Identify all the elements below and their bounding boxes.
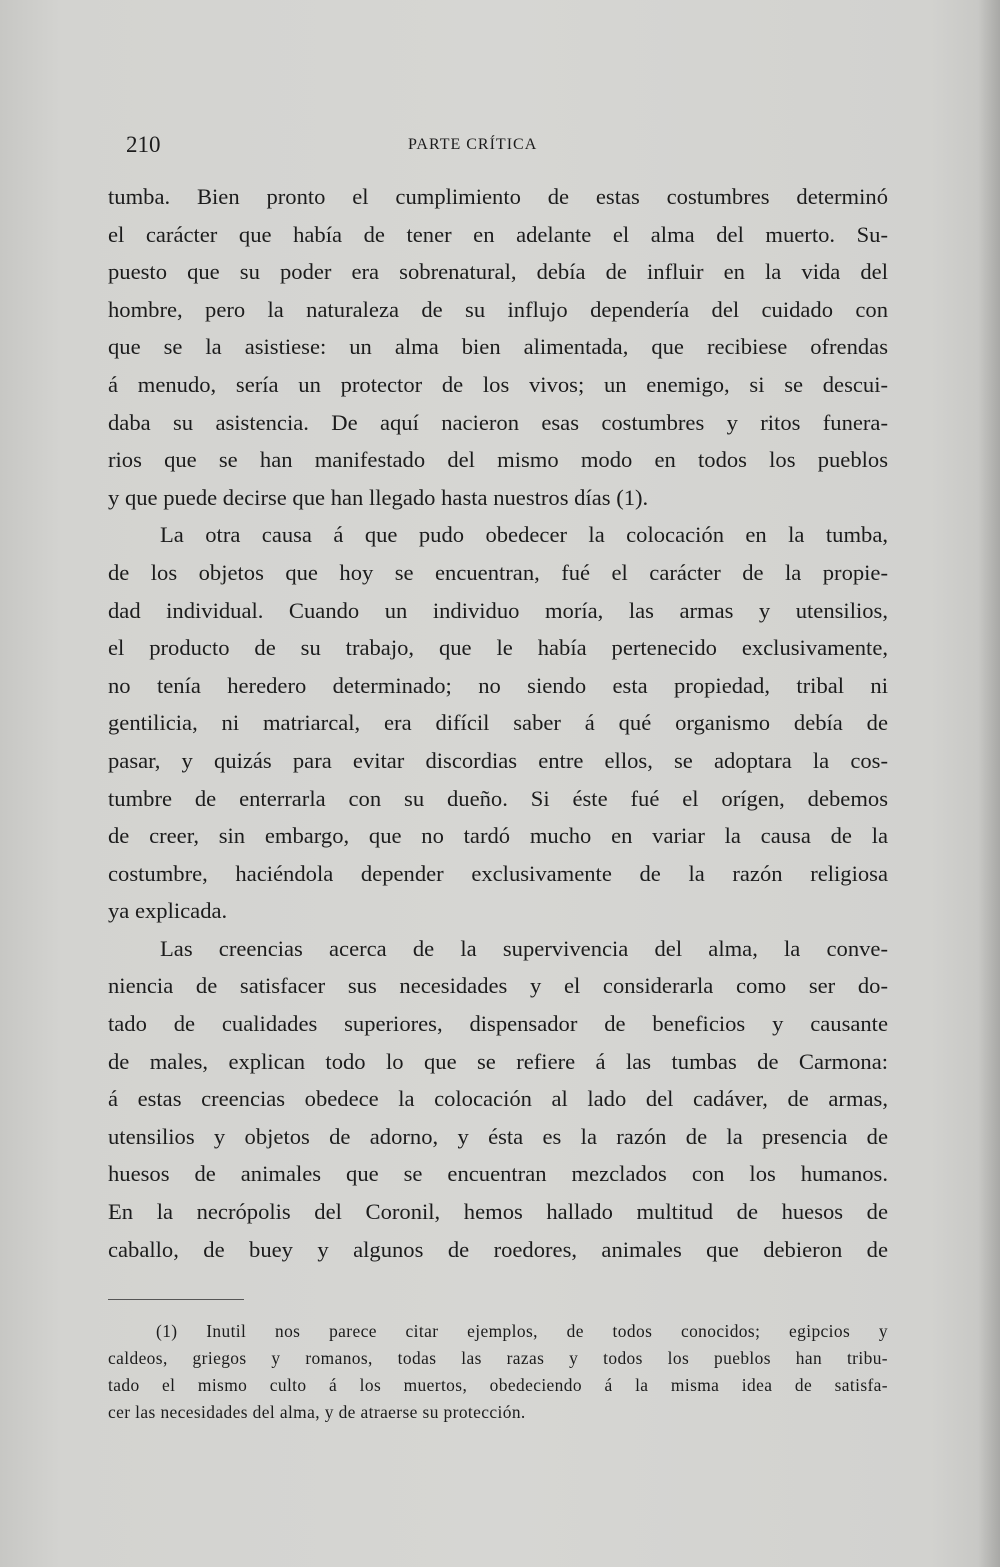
text-line: Las creencias acerca de la supervivencia del alma, la conve- <box>160 935 888 961</box>
footnote <box>108 1318 888 1426</box>
text-line: En la necrópolis del Coronil, hemos hallado multitud de huesos de <box>108 1199 888 1225</box>
text-line: pasar, y quizás para evitar discordias entre ellos, se adoptara la cos- <box>108 747 888 773</box>
text-line: de los objetos que hoy se encuentran, fué el carácter de la propie- <box>108 559 888 585</box>
text-line: que se la asistiese: un alma bien alimentada, que recibiese ofrendas <box>108 334 888 360</box>
text-line: costumbre, haciéndola depender exclusivamente de la razón religiosa <box>108 860 888 886</box>
text-line: dad individual. Cuando un individuo moría, las armas y utensilios, <box>108 597 888 623</box>
text-line: y que puede decirse que han llegado hasta nuestros días (1). <box>108 484 649 510</box>
text-line: tumbre de enterrarla con su dueño. Si éste fué el orígen, debemos <box>108 785 888 811</box>
text-line: gentilicia, ni matriarcal, era difícil saber á qué organismo debía de <box>108 710 888 736</box>
text-line: utensilios y objetos de adorno, y ésta es la razón de la presencia de <box>108 1123 888 1149</box>
text-line: de males, explican todo lo que se refiere á las tumbas de Carmona: <box>108 1048 888 1074</box>
running-head: PARTE CRÍTICA <box>408 136 538 153</box>
footnote-line: (1) Inutil nos parece citar ejemplos, de todos conocidos; egipcios y <box>156 1321 888 1341</box>
text-line: el producto de su trabajo, que le había pertenecido exclusivamente, <box>108 635 888 661</box>
footnote-line: tado el mismo culto á los muertos, obedeciendo á la misma idea de satisfa- <box>108 1375 888 1395</box>
text-line: huesos de animales que se encuentran mezclados con los humanos. <box>108 1161 888 1187</box>
text-line: niencia de satisfacer sus necesidades y el considerarla como ser do- <box>108 973 888 999</box>
text-line: daba su asistencia. De aquí nacieron esas costumbres y ritos funera- <box>108 409 888 435</box>
page-number: 210 <box>126 132 161 157</box>
text-line: rios que se han manifestado del mismo modo en todos los pueblos <box>108 447 888 473</box>
text-line: á estas creencias obedece la colocación al lado del cadáver, de armas, <box>108 1086 888 1112</box>
page-header <box>108 132 888 162</box>
text-line: tumba. Bien pronto el cumplimiento de estas costumbres determinó <box>108 184 888 209</box>
text-line: el carácter que había de tener en adelante el alma del muerto. Su- <box>108 221 888 247</box>
page-edge-shadow <box>978 0 1000 1567</box>
text-line: ya explicada. <box>108 898 228 924</box>
footnote-line: cer las necesidades del alma, y de atraerse su protección. <box>108 1402 526 1422</box>
text-line: La otra causa á que pudo obedecer la colocación en la tumba, <box>160 522 888 548</box>
text-line: hombre, pero la naturaleza de su influjo dependería del cuidado con <box>108 296 888 322</box>
text-line: puesto que su poder era sobrenatural, debía de influir en la vida del <box>108 259 888 285</box>
body-text <box>108 178 888 1268</box>
text-line: á menudo, sería un protector de los vivos; un enemigo, si se descui- <box>108 371 888 397</box>
footnote-line: caldeos, griegos y romanos, todas las razas y todos los pueblos han tribu- <box>108 1348 888 1368</box>
text-line: no tenía heredero determinado; no siendo esta propiedad, tribal ni <box>108 672 888 698</box>
text-line: caballo, de buey y algunos de roedores, animales que debieron de <box>108 1236 888 1262</box>
footnote-divider <box>108 1299 244 1300</box>
text-line: de creer, sin embargo, que no tardó mucho en variar la causa de la <box>108 823 888 849</box>
text-line: tado de cualidades superiores, dispensador de beneficios y causante <box>108 1011 888 1037</box>
